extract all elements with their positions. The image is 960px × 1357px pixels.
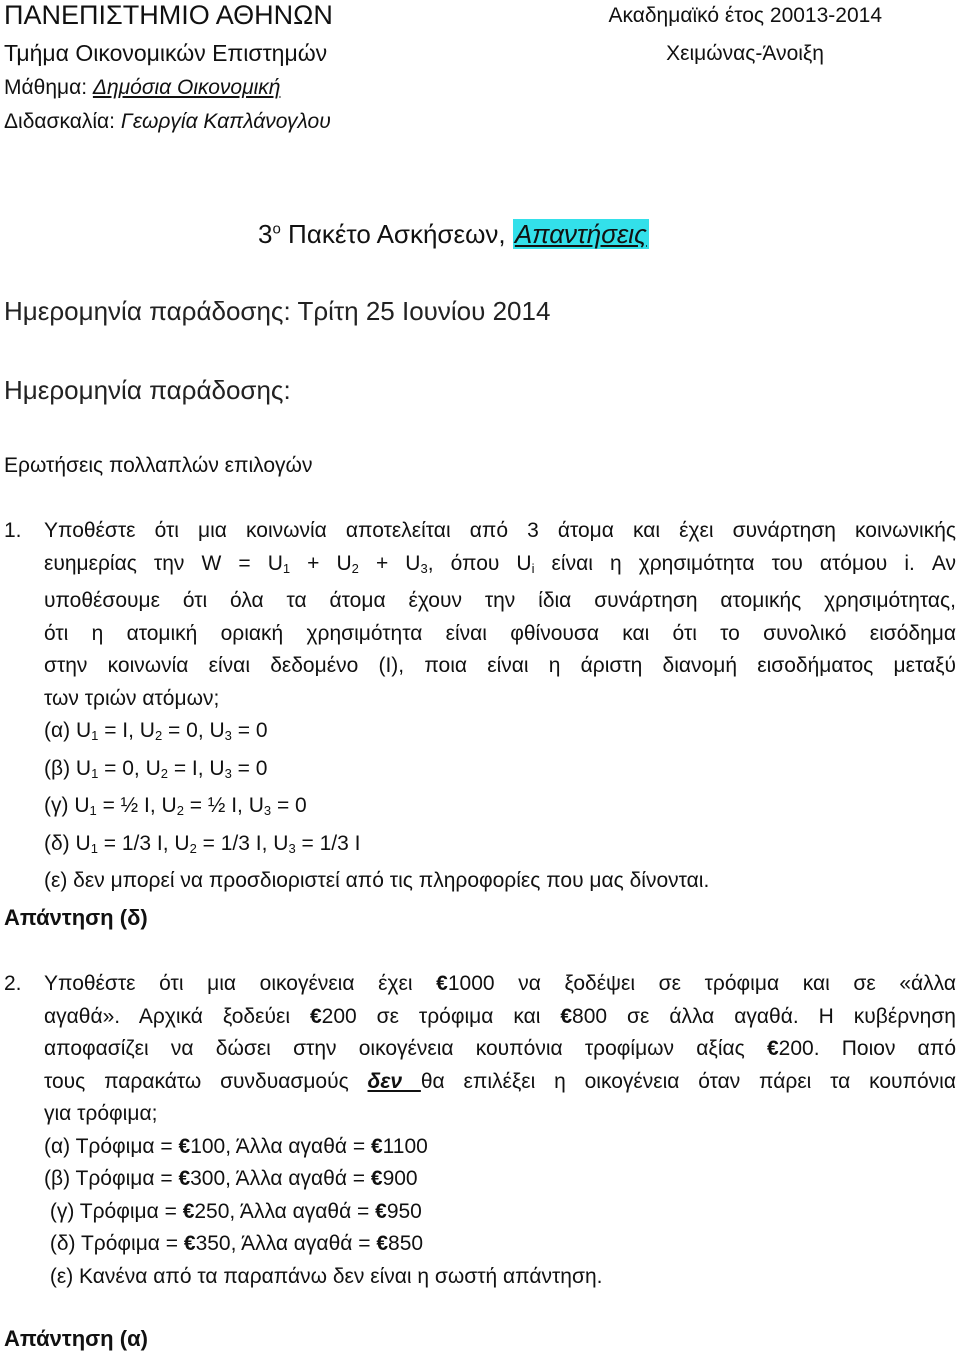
- page-title: [258, 219, 649, 250]
- course-name: Δημόσια Οικονομική: [92, 76, 281, 99]
- q2-line: αγαθά». Αρχικά ξοδεύει €200 σε τρόφιμα και €800 σε άλλα αγαθά. Η κυβέρνηση: [44, 1004, 956, 1028]
- academic-year: Ακαδημαϊκό έτος 20013-2014: [608, 4, 882, 27]
- instructor-label: Διδασκαλία:: [4, 110, 121, 133]
- question-1-number: 1.: [4, 519, 22, 542]
- q1-line: στην κοινωνία είναι δεδομένο (I), ποια είναι η άριστη διανομή εισοδήματος μεταξύ: [44, 654, 956, 677]
- section-heading: Ερωτήσεις πολλαπλών επιλογών: [4, 454, 313, 477]
- title-highlight: Απαντήσεις: [514, 219, 647, 249]
- title-text: Πακέτο Ασκήσεων,: [280, 219, 513, 249]
- q2-line: Υποθέστε ότι μια οικογένεια έχει €1000 να ξοδέψει σε τρόφιμα και σε «άλλα: [44, 972, 956, 995]
- department-name: Τμήμα Οικονομικών Επιστημών: [4, 40, 328, 66]
- negation-word: δεν: [367, 1069, 421, 1093]
- title-superscript: ο: [272, 220, 281, 238]
- instructor-line: [4, 110, 331, 134]
- university-name: ΠΑΝΕΠΙΣΤΗΜΙΟ ΑΘΗΝΩΝ: [4, 0, 333, 30]
- q2-answer: Απάντηση (α): [4, 1326, 148, 1351]
- q1-line: ότι η ατομική οριακή χρησιμότητα είναι φθίνουσα και ότι το συνολικό εισόδημα: [44, 621, 956, 645]
- q1-option-c: (γ) U1 = ½ I, U2 = ½ I, U3 = 0: [44, 794, 307, 818]
- euro-icon: €: [436, 972, 448, 995]
- q1-line: των τριών ατόμων;: [44, 686, 220, 710]
- q1-line-formula: ευημερίας την W = U1 + U2 + U3, όπου Ui είναι η χρησιμότητα του ατόμου i. Αν: [44, 551, 957, 576]
- q2-option-e: (ε) Κανένα από τα παραπάνω δεν είναι η σωστή απάντηση.: [44, 1264, 603, 1288]
- q1-line: υποθέσουμε ότι όλα τα άτομα έχουν την ίδια συνάρτηση ατομικής χρησιμότητας,: [44, 589, 956, 612]
- q1-option-e: (ε) δεν μπορεί να προσδιοριστεί από τις πληροφορίες που μας δίνονται.: [44, 869, 710, 892]
- q2-line: για τρόφιμα;: [44, 1102, 158, 1125]
- q1-option-b: (β) U1 = 0, U2 = I, U3 = 0: [44, 756, 268, 781]
- euro-icon: €: [766, 1037, 779, 1060]
- q1-answer: Απάντηση (δ): [4, 905, 148, 930]
- question-2-number: 2.: [4, 972, 22, 995]
- q2-line: αποφασίζει να δώσει στην οικογένεια κουπόνια τροφίμων αξίας €200. Ποιον από: [44, 1037, 956, 1060]
- q2-option-d: (δ) Τρόφιμα = €350, Άλλα αγαθά = €850: [44, 1232, 424, 1255]
- euro-icon: €: [560, 1004, 573, 1028]
- q1-line: Υποθέστε ότι μια κοινωνία αποτελείται από 3 άτομα και έχει συνάρτηση κοινωνικής: [44, 519, 956, 542]
- semester: Χειμώνας-Άνοιξη: [666, 42, 824, 65]
- delivery-date: Ημερομηνία παράδοσης: Τρίτη 25 Ιουνίου 2014: [4, 296, 551, 326]
- question-1: [4, 515, 956, 898]
- instructor-name: Γεωργία Καπλάνογλου: [120, 110, 331, 133]
- q2-line: τους παρακάτω συνδυασμούς δεν θα επιλέξει η οικογένεια όταν πάρει τα κουπόνια: [44, 1069, 956, 1093]
- question-2: [4, 968, 956, 1293]
- delivery-date-blank: Ημερομηνία παράδοσης:: [4, 375, 291, 405]
- q2-option-a: (α) Τρόφιμα = €100, Άλλα αγαθά = €1100: [44, 1134, 428, 1158]
- euro-icon: €: [309, 1004, 322, 1028]
- q2-option-c: (γ) Τρόφιμα = €250, Άλλα αγαθά = €950: [44, 1199, 422, 1223]
- course-line: [4, 76, 280, 100]
- q2-option-b: (β) Τρόφιμα = €300, Άλλα αγαθά = €900: [44, 1167, 418, 1190]
- q1-option-a: (α) U1 = I, U2 = 0, U3 = 0: [44, 719, 268, 743]
- q1-option-d: (δ) U1 = 1/3 I, U2 = 1/3 I, U3 = 1/3 I: [44, 831, 361, 856]
- title-number: 3: [258, 219, 273, 249]
- course-label: Μάθημα:: [4, 76, 93, 99]
